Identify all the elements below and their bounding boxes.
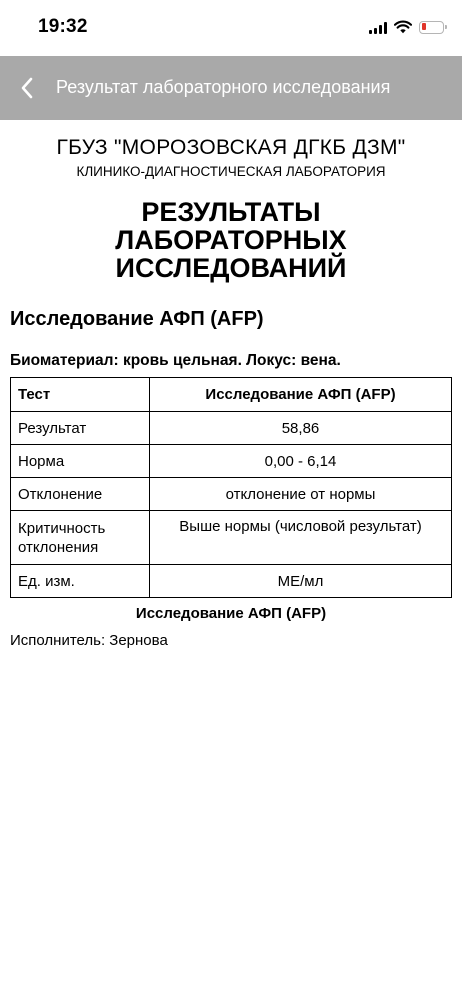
table-header-cell: Исследование АФП (AFP)	[150, 378, 452, 412]
status-icons	[369, 19, 444, 35]
back-button[interactable]	[12, 72, 42, 104]
table-header-cell: Тест	[11, 378, 150, 412]
table-row	[11, 478, 452, 511]
table-cell-value: МЕ/мл	[150, 565, 452, 598]
org-name: ГБУЗ "МОРОЗОВСКАЯ ДГКБ ДЗМ"	[56, 136, 406, 159]
chevron-left-icon	[20, 77, 34, 99]
footer-study-title: Исследование АФП (AFP)	[135, 605, 327, 622]
table-cell-label: Ед. изм.	[11, 565, 150, 598]
study-title: Исследование АФП (AFP)	[10, 308, 264, 330]
wifi-icon	[394, 20, 412, 34]
table-header-row	[11, 378, 452, 412]
table-cell-value: 0,00 - 6,14	[150, 445, 452, 478]
table-cell-label: Критичность отклонения	[11, 511, 150, 565]
document-title-line: ЛАБОРАТОРНЫХ	[115, 225, 347, 255]
status-bar	[0, 0, 462, 56]
biomaterial-info: Биоматериал: кровь цельная. Локус: вена.	[10, 352, 341, 369]
table-row	[11, 511, 452, 565]
nav-title: Результат лабораторного исследования	[56, 77, 391, 97]
table-row	[11, 412, 452, 445]
battery-low-icon	[419, 21, 444, 34]
document-title	[0, 198, 462, 282]
table-cell-value: Выше нормы (числовой результат)	[150, 511, 452, 565]
lab-name: КЛИНИКО-ДИАГНОСТИЧЕСКАЯ ЛАБОРАТОРИЯ	[76, 164, 386, 179]
cellular-signal-icon	[369, 21, 387, 34]
table-row	[11, 445, 452, 478]
table-cell-label: Отклонение	[11, 478, 150, 511]
table-cell-value: отклонение от нормы	[150, 478, 452, 511]
nav-bar	[0, 56, 462, 120]
results-table	[10, 377, 452, 598]
status-time: 19:32	[38, 16, 88, 37]
table-cell-label: Результат	[11, 412, 150, 445]
table-cell-label: Норма	[11, 445, 150, 478]
table-row	[11, 565, 452, 598]
performer-info: Исполнитель: Зернова	[10, 632, 168, 649]
table-cell-value: 58,86	[150, 412, 452, 445]
document-title-line: ИССЛЕДОВАНИЙ	[115, 253, 347, 283]
document-title-line: РЕЗУЛЬТАТЫ	[141, 197, 321, 227]
